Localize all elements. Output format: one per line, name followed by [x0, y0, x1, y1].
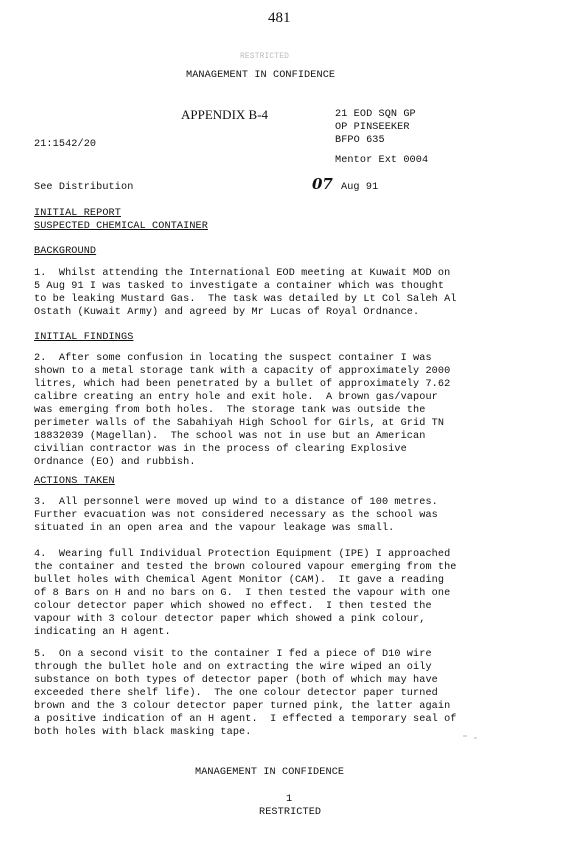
paragraph-line: Ordnance (EO) and rubbish. [34, 457, 196, 468]
paragraph-line: exceeded there shelf life). The one colour detector paper turned [34, 688, 438, 699]
top-caveat: MANAGEMENT IN CONFIDENCE [186, 70, 336, 81]
paragraph-line: the container and tested the brown coloured vapour emerging from the [34, 562, 457, 573]
paragraph-line: bullet holes with Chemical Agent Monitor (CAM). It gave a reading [34, 575, 445, 586]
unit-address-line: BFPO 635 [335, 135, 385, 146]
paragraph [34, 548, 534, 639]
paragraph-line: through the bullet hole and on extracting the wire wiped an oily [34, 662, 432, 673]
paragraph-line: colour detector paper which showed no effect. I then tested the [34, 601, 432, 612]
paragraph-line: 18832039 (Magellan). The school was not in use but an American [34, 431, 426, 442]
paragraph-line: Ostath (Kuwait Army) and agreed by Mr Lucas of Royal Ordnance. [34, 307, 420, 318]
paragraph-line: substance on both types of detector paper (both of which may have [34, 675, 438, 686]
paragraph-line: brown and the 3 colour detector paper turned pink, the latter again [34, 701, 451, 712]
telephone-extension: Mentor Ext 0004 [335, 155, 429, 166]
handwritten-day: 07 [312, 175, 333, 193]
appendix-label: APPENDIX B-4 [181, 107, 269, 122]
paragraph [34, 267, 534, 319]
bottom-page-number: 1 [286, 794, 293, 805]
paragraph-line: 5. On a second visit to the container I fed a piece of D10 wire [34, 649, 432, 660]
distribution-line: See Distribution [34, 182, 134, 193]
top-page-number: 481 [268, 10, 291, 26]
paragraph-line: Further evacuation was not considered necessary as the school was [34, 510, 438, 521]
file-reference: 21:1542/20 [34, 139, 97, 150]
paragraph-line: 5 Aug 91 I was tasked to investigate a container which was thought [34, 281, 445, 292]
paragraph-line: of 8 Bars on H and no bars on G. I then tested the vapour with one [34, 588, 451, 599]
paragraph-line: calibre creating an entry hole and exit hole. A brown gas/vapour [34, 392, 438, 403]
unit-address-line: OP PINSEEKER [335, 122, 410, 133]
paragraph-line: 4. Wearing full Individual Protection Equipment (IPE) I approached [34, 549, 451, 560]
paragraph-line: situated in an open area and the vapour leakage was small. [34, 523, 395, 534]
paragraph [34, 352, 534, 469]
paragraph-line: both holes with black masking tape. [34, 727, 252, 738]
paragraph-line: shown to a metal storage tank with a capacity of approximately 2000 [34, 366, 451, 377]
paragraph-line: civilian contractor was in the process of clearing Explosive [34, 444, 407, 455]
paragraph-line: to be leaking Mustard Gas. The task was detailed by Lt Col Saleh Al [34, 294, 457, 305]
section-heading: ACTIONS TAKEN [34, 476, 115, 487]
section-heading: INITIAL FINDINGS [34, 332, 134, 343]
unit-address-line: 21 EOD SQN GP [335, 109, 416, 120]
paragraph-line: indicating an H agent. [34, 627, 171, 638]
paragraph-line: 2. After some confusion in locating the suspect container I was [34, 353, 432, 364]
paragraph [34, 496, 534, 535]
report-title: INITIAL REPORT [34, 208, 121, 219]
section-heading: BACKGROUND [34, 246, 97, 257]
paragraph-line: 3. All personnel were moved up wind to a distance of 100 metres. [34, 497, 438, 508]
paragraph-line: litres, which had been penetrated by a bullet of approximately 7.62 [34, 379, 451, 390]
date-month-year: Aug 91 [341, 182, 379, 193]
paragraph-line: 1. Whilst attending the International EOD meeting at Kuwait MOD on [34, 268, 451, 279]
bottom-caveat: MANAGEMENT IN CONFIDENCE [195, 767, 345, 778]
bottom-classification: RESTRICTED [259, 807, 322, 818]
scan-speck [463, 735, 467, 737]
paragraph-line: perimeter walls of the Sabahiyah High School for Girls, at Grid TN [34, 418, 445, 429]
paragraph-line: was emerging from both holes. The storage tank was outside the [34, 405, 426, 416]
scan-speck [474, 737, 477, 739]
faint-classification-marking: RESTRICTED [240, 52, 290, 61]
paragraph [34, 648, 534, 739]
report-subtitle: SUSPECTED CHEMICAL CONTAINER [34, 221, 208, 232]
paragraph-line: a positive indication of an H agent. I effected a temporary seal of [34, 714, 457, 725]
paragraph-line: vapour with 3 colour detector paper which showed a pink colour, [34, 614, 426, 625]
